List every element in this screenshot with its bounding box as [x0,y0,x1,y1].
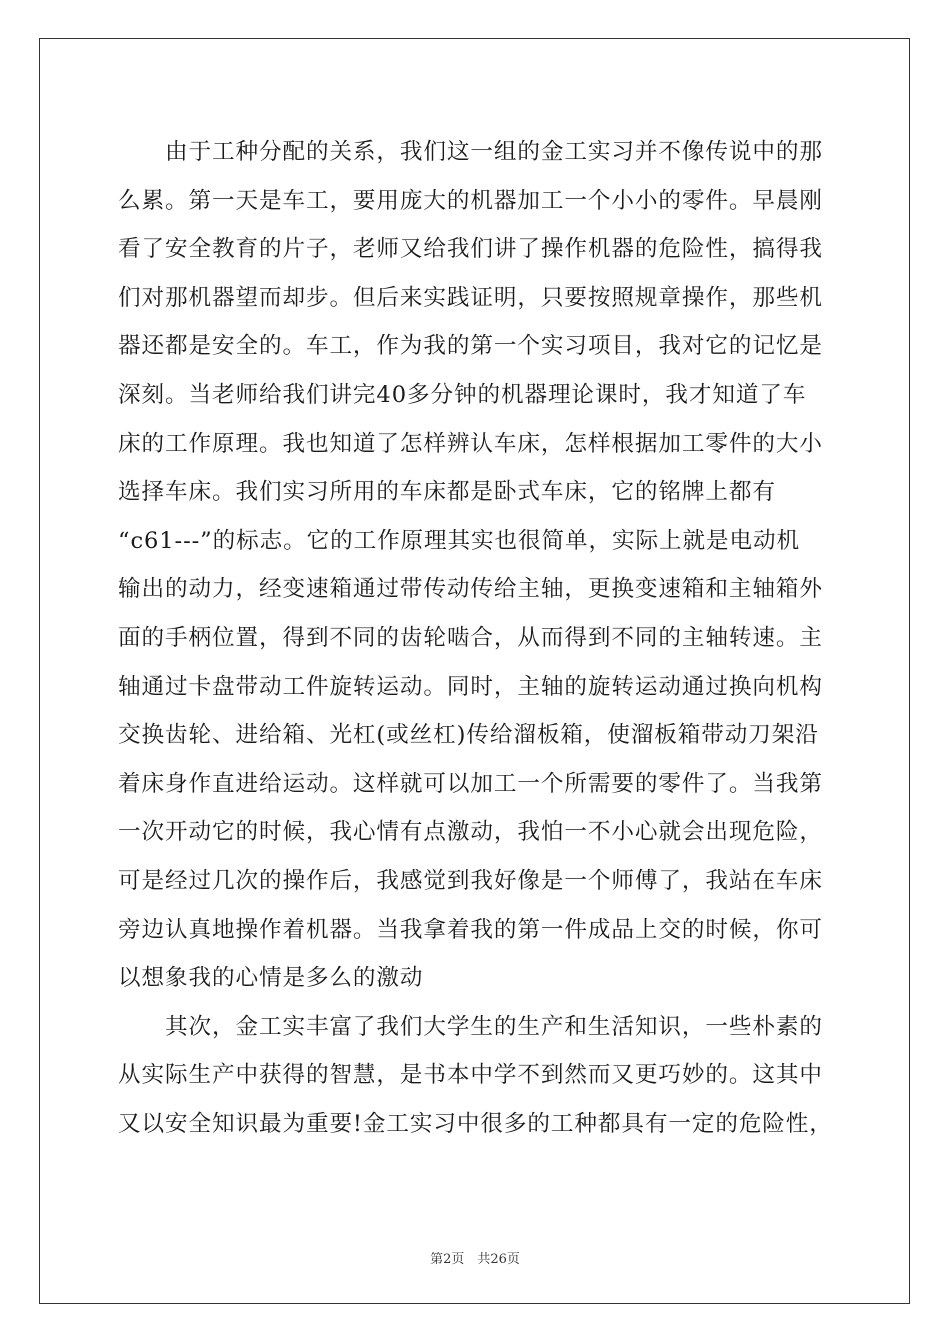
text-line: 深刻。当老师给我们讲完40多分钟的机器理论课时，我才知道了车 [118,381,807,408]
text-line: 选择车床。我们实习所用的车床都是卧式车床，它的铭牌上都有 [118,479,776,506]
text-line: 一次开动它的时候，我心情有点激动，我怕一不小心就会出现危险， [118,819,823,846]
page-footer [0,1248,950,1267]
text-line: “c61---”的标志。它的工作原理其实也很简单，实际上就是电动机 [118,527,800,554]
document-body [118,128,834,1148]
paragraph-2 [118,1003,834,1149]
text-line: 输出的动力，经变速箱通过带传动传给主轴，更换变速箱和主轴箱外 [118,576,823,603]
text-line: 面的手柄位置，得到不同的齿轮啮合，从而得到不同的主轴转速。主 [118,624,823,651]
text-line: 着床身作直进给运动。这样就可以加工一个所需要的零件了。当我第 [118,770,823,797]
text-line: 轴通过卡盘带动工件旋转运动。同时，主轴的旋转运动通过换向机构 [118,673,823,700]
text-line: 看了安全教育的片子，老师又给我们讲了操作机器的危险性，搞得我 [118,236,823,263]
page-number-label: 第2页 共26页 [430,1252,520,1267]
text-line: 交换齿轮、进给箱、光杠(或丝杠)传给溜板箱，使溜板箱带动刀架沿 [118,722,819,749]
text-line: 以想象我的心情是多么的激动 [118,965,424,992]
text-line: 其次，金工实丰富了我们大学生的生产和生活知识，一些朴素的 [118,1013,823,1040]
text-line: 由于工种分配的关系，我们这一组的金工实习并不像传说中的那 [118,139,823,165]
paragraph-1 [118,128,834,1003]
text-line: 床的工作原理。我也知道了怎样辨认车床，怎样根据加工零件的大小 [118,430,823,457]
text-line: 可是经过几次的操作后，我感觉到我好像是一个师傅了，我站在车床 [118,867,823,894]
text-line: 器还都是安全的。车工，作为我的第一个实习项目，我对它的记忆是 [118,333,823,360]
text-line: 旁边认真地操作着机器。当我拿着我的第一件成品上交的时候，你可 [118,916,823,943]
text-line: 么累。第一天是车工，要用庞大的机器加工一个小小的零件。早晨刚 [118,187,823,214]
text-line: 从实际生产中获得的智慧，是书本中学不到然而又更巧妙的。这其中 [118,1062,823,1089]
text-line: 们对那机器望而却步。但后来实践证明，只要按照规章操作，那些机 [118,284,823,311]
text-line: 又以安全知识最为重要!金工实习中很多的工种都具有一定的危险性， [118,1110,833,1137]
